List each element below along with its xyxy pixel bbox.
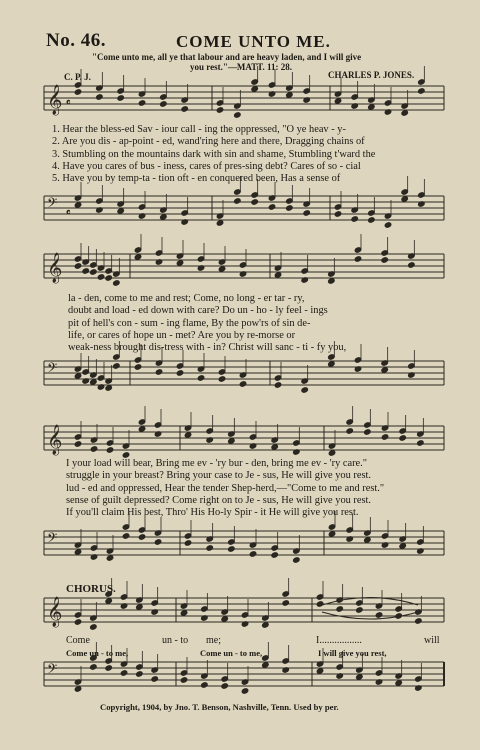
note-head bbox=[74, 82, 81, 88]
note-head bbox=[354, 247, 361, 253]
note-head bbox=[106, 555, 113, 561]
note-head bbox=[417, 440, 424, 446]
note-head bbox=[328, 524, 335, 530]
note-head bbox=[381, 367, 388, 373]
chorus-bass-word: Come un - to me, bbox=[66, 648, 129, 658]
note-head bbox=[221, 676, 228, 682]
note-head bbox=[282, 658, 289, 664]
note-head bbox=[218, 266, 225, 272]
note-head bbox=[375, 612, 382, 618]
note-head bbox=[346, 419, 353, 425]
time-signature: 𝄴 bbox=[66, 208, 71, 219]
note-head bbox=[251, 199, 258, 205]
note-head bbox=[154, 539, 161, 545]
note-head bbox=[228, 539, 235, 545]
note-head bbox=[351, 94, 358, 100]
note-head bbox=[216, 220, 223, 226]
note-head bbox=[221, 683, 228, 689]
note-head bbox=[334, 98, 341, 104]
note-head bbox=[228, 438, 235, 444]
note-head bbox=[134, 357, 141, 363]
treble-clef-icon: 𝄞 bbox=[47, 597, 63, 627]
note-head bbox=[418, 192, 425, 198]
chorus-word: un - to bbox=[162, 635, 189, 646]
note-head bbox=[399, 435, 406, 441]
note-head bbox=[234, 189, 241, 195]
system2-lyrics bbox=[68, 293, 346, 354]
note-head bbox=[228, 546, 235, 552]
note-head bbox=[346, 527, 353, 533]
note-head bbox=[399, 543, 406, 549]
note-head bbox=[82, 369, 89, 375]
note-head bbox=[262, 622, 269, 628]
note-head bbox=[234, 198, 241, 204]
note-head bbox=[122, 533, 129, 539]
note-head bbox=[274, 375, 281, 381]
note-head bbox=[293, 557, 300, 563]
note-head bbox=[381, 257, 388, 263]
note-head bbox=[328, 361, 335, 367]
note-head bbox=[364, 537, 371, 543]
note-head bbox=[268, 204, 275, 210]
note-head bbox=[381, 250, 388, 256]
note-head bbox=[181, 210, 188, 216]
note-head bbox=[82, 268, 89, 274]
note-head bbox=[375, 670, 382, 676]
note-head bbox=[346, 428, 353, 434]
verse1-line: I your load will bear, Bring me ev - 'ry bur - den, bring me ev - 'ry care." bbox=[66, 458, 368, 469]
verse4-line: sense of guilt depressed? Come right on to Je - sus, He will give you rest. bbox=[66, 494, 372, 506]
verse2-line: doubt and load - ed down with care? Do un - ho - ly feel - ings bbox=[68, 305, 328, 317]
note-head bbox=[251, 86, 258, 92]
note-head bbox=[197, 256, 204, 262]
chorus-word: me; bbox=[206, 635, 221, 646]
note-head bbox=[74, 89, 81, 95]
bass-clef-icon: 𝄢 bbox=[47, 360, 58, 379]
note-head bbox=[117, 88, 124, 94]
hymn-number: No. 46. bbox=[46, 30, 106, 51]
note-head bbox=[134, 254, 141, 260]
copyright-notice: Copyright, 1904, by Jno. T. Benson, Nashville, Tenn. Used by per. bbox=[100, 702, 339, 712]
verse3-line: 3. Stumbling on the mountains dark with sin and shame, Stumbling t'ward the bbox=[52, 148, 376, 160]
verse5-line: weak-ness brought dis-tress with - in? Christ will sanc - ti - fy you, bbox=[68, 342, 347, 354]
note-head bbox=[249, 551, 256, 557]
note-head bbox=[160, 101, 167, 107]
chorus-word: will bbox=[424, 635, 440, 646]
note-head bbox=[138, 426, 145, 432]
note-head bbox=[201, 682, 208, 688]
note-head bbox=[113, 280, 120, 286]
note-head bbox=[395, 606, 402, 612]
verse4-line: life, or cares of hope un - met? Are you by re-morse or bbox=[68, 329, 296, 341]
note-head bbox=[418, 88, 425, 94]
note-head bbox=[105, 658, 112, 664]
note-head bbox=[160, 94, 167, 100]
note-head bbox=[328, 278, 335, 284]
note-head bbox=[381, 434, 388, 440]
note-head bbox=[160, 214, 167, 220]
note-head bbox=[155, 369, 162, 375]
note-head bbox=[201, 606, 208, 612]
note-head bbox=[180, 677, 187, 683]
note-head bbox=[293, 440, 300, 446]
note-head bbox=[176, 363, 183, 369]
note-head bbox=[395, 680, 402, 686]
note-head bbox=[249, 434, 256, 440]
note-head bbox=[106, 440, 113, 446]
note-head bbox=[138, 419, 145, 425]
note-head bbox=[155, 250, 162, 256]
note-head bbox=[368, 210, 375, 216]
note-head bbox=[74, 619, 81, 625]
note-head bbox=[303, 210, 310, 216]
note-head bbox=[180, 670, 187, 676]
note-head bbox=[239, 381, 246, 387]
note-head bbox=[184, 540, 191, 546]
note-head bbox=[134, 364, 141, 370]
verse3-line: pit of hell's con - sum - ing flame, By the pow'rs of sin de- bbox=[68, 317, 311, 329]
note-head bbox=[184, 432, 191, 438]
note-head bbox=[303, 88, 310, 94]
note-head bbox=[105, 665, 112, 671]
note-head bbox=[271, 444, 278, 450]
note-head bbox=[262, 655, 269, 661]
note-head bbox=[113, 354, 120, 360]
note-head bbox=[328, 450, 335, 456]
note-head bbox=[105, 275, 112, 281]
verse2-line: 2. Are you dis - ap-point - ed, wand'ring here and there, Dragging chains of bbox=[52, 136, 365, 148]
note-head bbox=[418, 79, 425, 85]
note-head bbox=[180, 610, 187, 616]
note-head bbox=[401, 189, 408, 195]
note-head bbox=[197, 375, 204, 381]
scripture-line-2: you rest."—MATT. 11: 28. bbox=[190, 62, 292, 72]
note-head bbox=[351, 216, 358, 222]
verse4-line: 4. Have you cares of bus - iness, cares of pres-sing debt? Cares of so - cial bbox=[52, 160, 361, 172]
note-head bbox=[368, 217, 375, 223]
note-head bbox=[408, 363, 415, 369]
note-head bbox=[138, 100, 145, 106]
note-head bbox=[136, 671, 143, 677]
note-head bbox=[154, 422, 161, 428]
note-head bbox=[176, 370, 183, 376]
note-head bbox=[90, 379, 97, 385]
verse3-line: lud - ed and oppressed, Hear the tender Shep-herd,—"Come to me and rest." bbox=[66, 482, 385, 494]
verse1-line: la - den, come to me and rest; Come, no long - er tar - ry, bbox=[68, 293, 305, 304]
note-head bbox=[97, 375, 104, 381]
note-head bbox=[181, 106, 188, 112]
note-head bbox=[134, 247, 141, 253]
note-head bbox=[354, 256, 361, 262]
verse5-line: 5. Have you by temp-ta - tion oft - en conquered been, Has a sense of bbox=[52, 173, 341, 185]
note-head bbox=[117, 95, 124, 101]
note-head bbox=[417, 539, 424, 545]
note-head bbox=[356, 600, 363, 606]
note-head bbox=[364, 429, 371, 435]
note-head bbox=[90, 624, 97, 630]
note-head bbox=[274, 272, 281, 278]
composer-credit: CHARLES P. JONES. bbox=[328, 70, 415, 80]
note-head bbox=[120, 594, 127, 600]
verse1-line: 1. Hear the bless-ed Sav - iour call - ing the oppressed, "O ye heav - y- bbox=[52, 124, 346, 135]
note-head bbox=[105, 385, 112, 391]
note-head bbox=[74, 434, 81, 440]
note-head bbox=[106, 447, 113, 453]
chorus-word: Come bbox=[66, 635, 90, 646]
note-head bbox=[316, 668, 323, 674]
note-head bbox=[262, 662, 269, 668]
verse2-line: struggle in your breast? Bring your case to Je - sus, He will give you rest. bbox=[66, 470, 372, 482]
note-head bbox=[176, 260, 183, 266]
note-head bbox=[90, 664, 97, 670]
note-head bbox=[113, 363, 120, 369]
note-head bbox=[301, 387, 308, 393]
note-head bbox=[74, 549, 81, 555]
note-head bbox=[96, 198, 103, 204]
note-head bbox=[90, 262, 97, 268]
note-head bbox=[356, 607, 363, 613]
note-head bbox=[384, 222, 391, 228]
note-head bbox=[268, 82, 275, 88]
note-head bbox=[138, 527, 145, 533]
chorus-label: CHORUS. bbox=[66, 583, 116, 595]
chorus-word: I................. bbox=[316, 635, 362, 646]
note-head bbox=[96, 94, 103, 100]
note-head bbox=[334, 211, 341, 217]
verse5-line: If you'll claim His best, Thro' His Ho-ly Spir - it He will give you rest. bbox=[66, 507, 359, 519]
note-head bbox=[286, 92, 293, 98]
note-head bbox=[74, 612, 81, 618]
note-head bbox=[274, 382, 281, 388]
note-head bbox=[74, 202, 81, 208]
note-head bbox=[74, 263, 81, 269]
time-signature: 𝄴 bbox=[66, 98, 71, 109]
note-head bbox=[316, 594, 323, 600]
hymn-title: COME UNTO ME. bbox=[176, 32, 331, 51]
note-head bbox=[336, 606, 343, 612]
note-head bbox=[401, 110, 408, 116]
note-head bbox=[136, 604, 143, 610]
note-head bbox=[282, 591, 289, 597]
note-head bbox=[105, 598, 112, 604]
note-head bbox=[364, 422, 371, 428]
note-head bbox=[399, 428, 406, 434]
system3-lyrics bbox=[66, 458, 384, 519]
note-head bbox=[74, 686, 81, 692]
note-head bbox=[136, 664, 143, 670]
note-head bbox=[384, 100, 391, 106]
chorus-bass-word: Come un - to me, bbox=[200, 648, 263, 658]
note-head bbox=[301, 268, 308, 274]
note-head bbox=[408, 262, 415, 268]
note-head bbox=[90, 269, 97, 275]
treble-clef-icon: 𝄞 bbox=[47, 425, 63, 455]
note-head bbox=[381, 533, 388, 539]
note-head bbox=[105, 268, 112, 274]
note-head bbox=[241, 688, 248, 694]
note-head bbox=[97, 274, 104, 280]
note-head bbox=[316, 601, 323, 607]
note-head bbox=[184, 533, 191, 539]
note-head bbox=[90, 545, 97, 551]
note-head bbox=[286, 198, 293, 204]
system1-lyrics bbox=[52, 124, 375, 185]
note-head bbox=[74, 441, 81, 447]
note-head bbox=[354, 357, 361, 363]
slur bbox=[322, 612, 418, 619]
note-head bbox=[122, 524, 129, 530]
treble-clef-icon: 𝄞 bbox=[47, 253, 63, 283]
note-head bbox=[415, 618, 422, 624]
lyricist-credit: C. P. J. bbox=[64, 72, 91, 82]
note-head bbox=[117, 208, 124, 214]
note-head bbox=[368, 104, 375, 110]
note-head bbox=[286, 205, 293, 211]
note-head bbox=[221, 616, 228, 622]
note-head bbox=[328, 354, 335, 360]
note-head bbox=[271, 552, 278, 558]
note-head bbox=[336, 664, 343, 670]
scripture-line-1: "Come unto me, all ye that labour and are heavy laden, and I will give bbox=[92, 52, 362, 62]
note-head bbox=[234, 112, 241, 118]
note-head bbox=[120, 670, 127, 676]
bass-clef-icon: 𝄢 bbox=[47, 195, 58, 214]
note-head bbox=[218, 376, 225, 382]
note-head bbox=[74, 373, 81, 379]
note-head bbox=[206, 545, 213, 551]
note-head bbox=[334, 204, 341, 210]
note-head bbox=[271, 545, 278, 551]
note-head bbox=[282, 600, 289, 606]
note-head bbox=[251, 192, 258, 198]
chorus-bass-word: I will give you rest, bbox=[318, 648, 387, 658]
note-head bbox=[239, 262, 246, 268]
note-head bbox=[138, 534, 145, 540]
note-head bbox=[206, 428, 213, 434]
note-head bbox=[216, 100, 223, 106]
note-head bbox=[151, 676, 158, 682]
treble-clef-icon: 𝄞 bbox=[47, 85, 63, 115]
note-head bbox=[218, 369, 225, 375]
bass-clef-icon: 𝄢 bbox=[47, 530, 58, 549]
note-head bbox=[138, 204, 145, 210]
note-head bbox=[74, 256, 81, 262]
note-head bbox=[251, 79, 258, 85]
note-head bbox=[90, 446, 97, 452]
note-head bbox=[216, 107, 223, 113]
note-head bbox=[415, 676, 422, 682]
note-head bbox=[356, 674, 363, 680]
note-head bbox=[401, 196, 408, 202]
note-head bbox=[151, 600, 158, 606]
bass-clef-icon: 𝄢 bbox=[47, 661, 58, 680]
note-head bbox=[328, 531, 335, 537]
note-head bbox=[241, 612, 248, 618]
